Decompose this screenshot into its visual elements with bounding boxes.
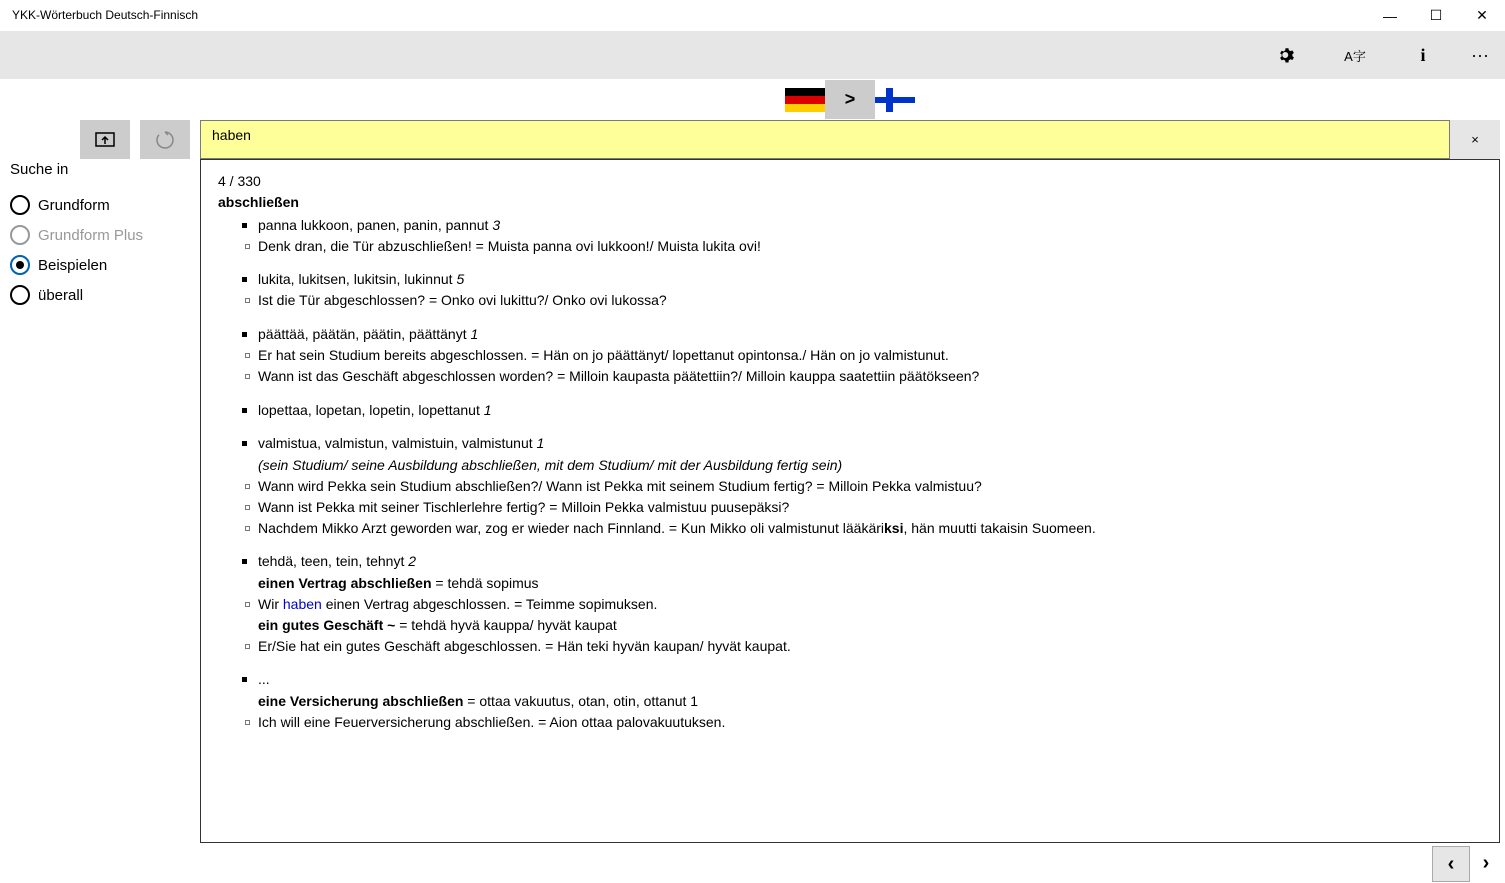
screen-share-icon [95,132,115,148]
radio-circle [10,255,30,275]
sense-line [258,435,544,451]
sense-line [258,402,492,418]
prev-entry-button[interactable] [1432,846,1470,882]
text-segment: lukita, lukitsen, lukitsin, lukinnut [258,271,457,287]
text-segment: Wir [258,596,283,612]
close-icon: × [1471,132,1479,147]
example-line [258,520,1096,536]
radio-grundform[interactable] [10,194,110,216]
next-entry-button[interactable] [1468,846,1504,880]
example-line [258,478,982,494]
text-segment: 5 [456,271,465,287]
headword: abschließen [218,194,299,210]
example-line [258,238,761,254]
example-bullet [245,353,250,358]
chevron-right-icon: › [1482,851,1490,874]
result-counter: 4 / 330 [218,173,261,189]
text-segment: = ottaa vakuutus, otan, otin, ottanut 1 [463,693,699,709]
radio-circle [10,285,30,305]
search-scope-label: Suche in [10,161,69,178]
more-button[interactable] [1450,31,1505,79]
radio-label: Grundform Plus [38,226,144,244]
text-segment: eine Versicherung abschließen [258,693,464,709]
phrase-line [258,575,539,591]
example-bullet [245,526,250,531]
text-segment: päättää, päätän, päätin, päättänyt [258,326,471,342]
sense-bullet [242,277,247,282]
radio-ueberall[interactable] [10,284,83,306]
translate-icon: A字 [1344,48,1366,64]
info-icon: i [1420,44,1426,65]
text-segment: einen Vertrag abgeschlossen. = Teimme sopimuksen. [321,596,658,612]
text-segment: 2 [408,553,417,569]
swap-direction-button[interactable] [825,80,875,119]
text-segment: (sein Studium/ seine Ausbildung abschließen, mit dem Studium/ mit der Ausbildung fertig sein) [258,457,843,473]
sense-line [258,326,478,342]
more-icon: ··· [1471,44,1489,65]
result-panel [200,159,1500,843]
text-segment: 1 [470,326,479,342]
phrase-line [258,457,842,473]
gear-icon [1278,46,1296,64]
command-bar [0,31,1505,79]
example-bullet [245,374,250,379]
radio-grundform-plus[interactable] [10,224,143,246]
example-line [258,596,657,612]
refresh-icon [154,129,176,151]
radio-label: Grundform [38,196,110,214]
example-bullet [245,644,250,649]
example-bullet [245,484,250,489]
text-segment: valmistua, valmistun, valmistuin, valmistunut [258,435,537,451]
sense-line [258,217,500,233]
search-input[interactable] [212,127,1412,143]
sense-bullet [242,223,247,228]
sense-bullet [242,332,247,337]
minimize-button[interactable]: — [1383,7,1397,24]
text-segment: = tehdä sopimus [431,575,539,591]
chevron-right-icon: > [844,89,856,109]
example-line [258,292,667,308]
search-box [200,120,1450,159]
search-term-link[interactable]: haben [282,596,322,612]
text-segment: ... [258,671,270,687]
example-line [258,638,791,654]
chevron-left-icon: ‹ [1447,852,1455,875]
example-bullet [245,298,250,303]
text-segment: Nachdem Mikko Arzt geworden war, zog er wieder nach Finnland. = Kun Mikko oli valmistunut lääkäri [258,520,885,536]
radio-label: überall [38,286,84,304]
sense-bullet [242,441,247,446]
text-segment: lopettaa, lopetan, lopetin, lopettanut [258,402,484,418]
text-segment: Er/Sie hat ein gutes Geschäft abgeschlossen. = Hän teki hyvän kaupan/ hyvät kaupat. [258,638,791,654]
radio-label: Beispielen [38,256,108,274]
text-segment: 1 [536,435,545,451]
text-segment: 3 [492,217,501,233]
german-flag-icon[interactable] [785,88,825,112]
radio-circle [10,195,30,215]
text-segment: 1 [483,402,492,418]
text-segment: einen Vertrag abschließen [258,575,432,591]
language-button[interactable] [1325,31,1385,79]
sense-line [258,671,270,687]
text-segment: Ich will eine Feuerversicherung abschließen. = Aion ottaa palovakuutuksen. [258,714,726,730]
text-segment: ein gutes Geschäft ~ [258,617,396,633]
close-button[interactable]: ✕ [1476,7,1488,23]
sense-bullet [242,677,247,682]
text-segment: Wann ist das Geschäft abgeschlossen worden? = Milloin kaupasta päätettiin?/ Milloin kauppa saatettiin päätökseen? [258,368,980,384]
text-segment: tehdä, teen, tein, tehnyt [258,553,409,569]
example-bullet [245,244,250,249]
settings-button[interactable] [1257,31,1317,79]
text-segment: ksi [884,520,904,536]
radio-circle [10,225,30,245]
phrase-line [258,693,698,709]
example-line [258,714,725,730]
window-title: YKK-Wörterbuch Deutsch-Finnisch [12,8,199,22]
text-segment: panna lukkoon, panen, panin, pannut [258,217,493,233]
text-segment: = tehdä hyvä kauppa/ hyvät kaupat [395,617,617,633]
info-button[interactable] [1393,31,1453,79]
text-segment: Ist die Tür abgeschlossen? = Onko ovi lukittu?/ Onko ovi lukossa? [258,292,667,308]
example-line [258,347,949,363]
text-segment: Er hat sein Studium bereits abgeschlossen. = Hän on jo päättänyt/ lopettanut opintonsa./ Hän on jo valmistunut. [258,347,949,363]
open-panel-button[interactable] [80,120,130,159]
example-bullet [245,505,250,510]
text-segment: Denk dran, die Tür abzuschließen! = Muista panna ovi lukkoon!/ Muista lukita ovi! [258,238,761,254]
radio-beispielen[interactable] [10,254,107,276]
text-segment: Wann wird Pekka sein Studium abschließen?/ Wann ist Pekka mit seinem Studium fertig? = Milloin Pekka valmistuu? [258,478,982,494]
example-line [258,368,979,384]
clear-search-button[interactable] [1450,120,1500,159]
example-bullet [245,602,250,607]
finnish-flag-icon[interactable] [875,88,915,112]
refresh-button[interactable] [140,120,190,159]
sense-line [258,271,464,287]
example-line [258,499,789,515]
maximize-button[interactable]: ☐ [1429,7,1443,23]
example-bullet [245,720,250,725]
sense-bullet [242,408,247,413]
text-segment: Wann ist Pekka mit seiner Tischlerlehre fertig? = Milloin Pekka valmistuu puusepäksi? [258,499,790,515]
sense-bullet [242,559,247,564]
text-segment: , hän muutti takaisin Suomeen. [903,520,1096,536]
sense-line [258,553,416,569]
title-bar [0,0,1505,31]
phrase-line [258,617,617,633]
